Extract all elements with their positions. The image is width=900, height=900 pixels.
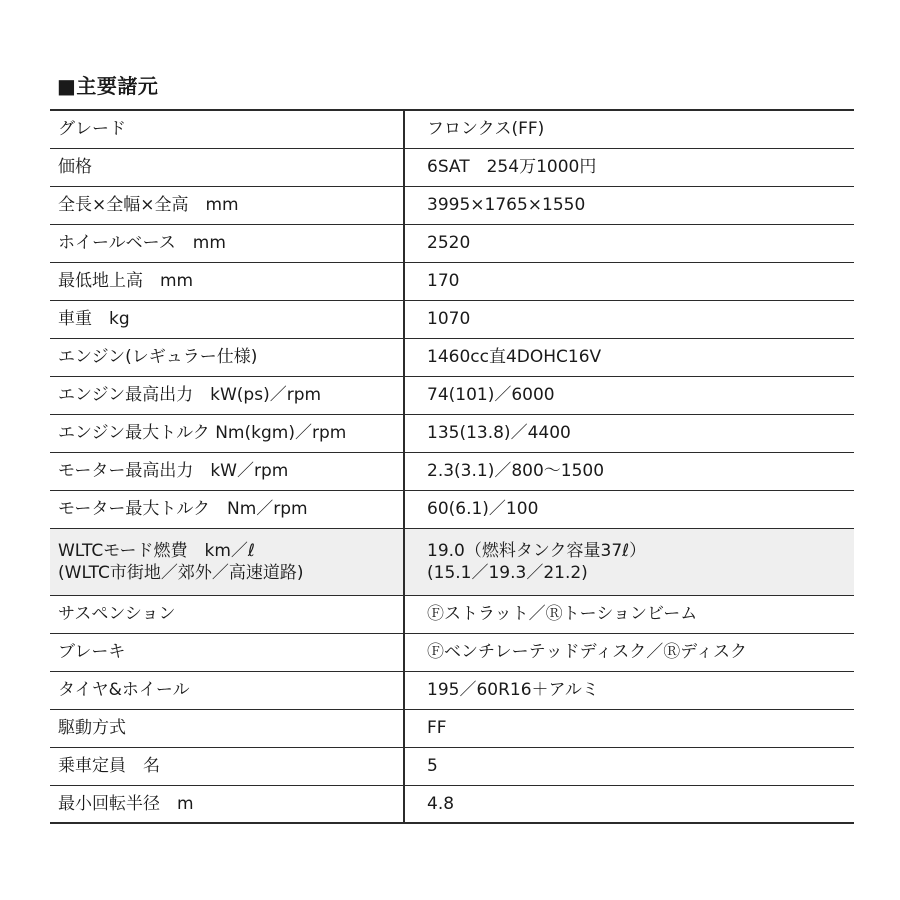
spec-value-line: 19.0（燃料タンク容量37ℓ） bbox=[427, 540, 647, 561]
spec-row-drive bbox=[50, 709, 854, 747]
spec-label: グレード bbox=[50, 110, 404, 148]
spec-label: ブレーキ bbox=[50, 633, 404, 671]
spec-row-engine-power bbox=[50, 376, 854, 414]
spec-value: フロンクス(FF) bbox=[404, 110, 854, 148]
spec-row-dimensions bbox=[50, 186, 854, 224]
spec-label: 駆動方式 bbox=[50, 709, 404, 747]
spec-row-engine bbox=[50, 338, 854, 376]
spec-label: ホイールベース mm bbox=[50, 224, 404, 262]
spec-value: Ⓕベンチレーテッドディスク／Ⓡディスク bbox=[404, 633, 854, 671]
spec-label: モーター最大トルク Nm／rpm bbox=[50, 490, 404, 528]
spec-value: 2520 bbox=[404, 224, 854, 262]
spec-value: 3995×1765×1550 bbox=[404, 186, 854, 224]
spec-label-line: (WLTC市街地／郊外／高速道路) bbox=[58, 562, 304, 583]
spec-value: 60(6.1)／100 bbox=[404, 490, 854, 528]
spec-row-suspension bbox=[50, 595, 854, 633]
spec-label: 車重 kg bbox=[50, 300, 404, 338]
spec-row-weight bbox=[50, 300, 854, 338]
spec-label: 最小回転半径 m bbox=[50, 785, 404, 823]
spec-value bbox=[404, 528, 854, 595]
spec-row-ground-clearance bbox=[50, 262, 854, 300]
spec-label: 全長×全幅×全高 mm bbox=[50, 186, 404, 224]
spec-value: 5 bbox=[404, 747, 854, 785]
spec-value: 135(13.8)／4400 bbox=[404, 414, 854, 452]
spec-row-tires bbox=[50, 671, 854, 709]
spec-value: 1070 bbox=[404, 300, 854, 338]
spec-value: FF bbox=[404, 709, 854, 747]
spec-value: Ⓕストラット／Ⓡトーションビーム bbox=[404, 595, 854, 633]
spec-label: モーター最高出力 kW／rpm bbox=[50, 452, 404, 490]
spec-label: エンジン(レギュラー仕様) bbox=[50, 338, 404, 376]
spec-row-fuel-economy bbox=[50, 528, 854, 595]
spec-label: エンジン最高出力 kW(ps)／rpm bbox=[50, 376, 404, 414]
spec-row-capacity bbox=[50, 747, 854, 785]
spec-label: サスペンション bbox=[50, 595, 404, 633]
spec-row-brakes bbox=[50, 633, 854, 671]
spec-label-line: WLTCモード燃費 km／ℓ bbox=[58, 540, 255, 561]
spec-label: 価格 bbox=[50, 148, 404, 186]
spec-value: 170 bbox=[404, 262, 854, 300]
spec-row-grade bbox=[50, 110, 854, 148]
spec-label bbox=[50, 528, 404, 595]
spec-table bbox=[50, 109, 854, 824]
spec-value: 6SAT 254万1000円 bbox=[404, 148, 854, 186]
spec-row-engine-torque bbox=[50, 414, 854, 452]
spec-value-line: (15.1／19.3／21.2) bbox=[427, 562, 588, 583]
spec-value: 74(101)／6000 bbox=[404, 376, 854, 414]
spec-row-motor-torque bbox=[50, 490, 854, 528]
spec-value: 195／60R16＋アルミ bbox=[404, 671, 854, 709]
spec-row-price bbox=[50, 148, 854, 186]
spec-label: 最低地上高 mm bbox=[50, 262, 404, 300]
spec-value: 4.8 bbox=[404, 785, 854, 823]
spec-label: エンジン最大トルク Nm(kgm)／rpm bbox=[50, 414, 404, 452]
spec-row-motor-power bbox=[50, 452, 854, 490]
spec-label: 乗車定員 名 bbox=[50, 747, 404, 785]
spec-value: 1460cc直4DOHC16V bbox=[404, 338, 854, 376]
spec-row-turning-radius bbox=[50, 785, 854, 823]
spec-title: ■主要諸元 bbox=[57, 74, 159, 98]
spec-value: 2.3(3.1)／800～1500 bbox=[404, 452, 854, 490]
spec-label: タイヤ&ホイール bbox=[50, 671, 404, 709]
spec-row-wheelbase bbox=[50, 224, 854, 262]
